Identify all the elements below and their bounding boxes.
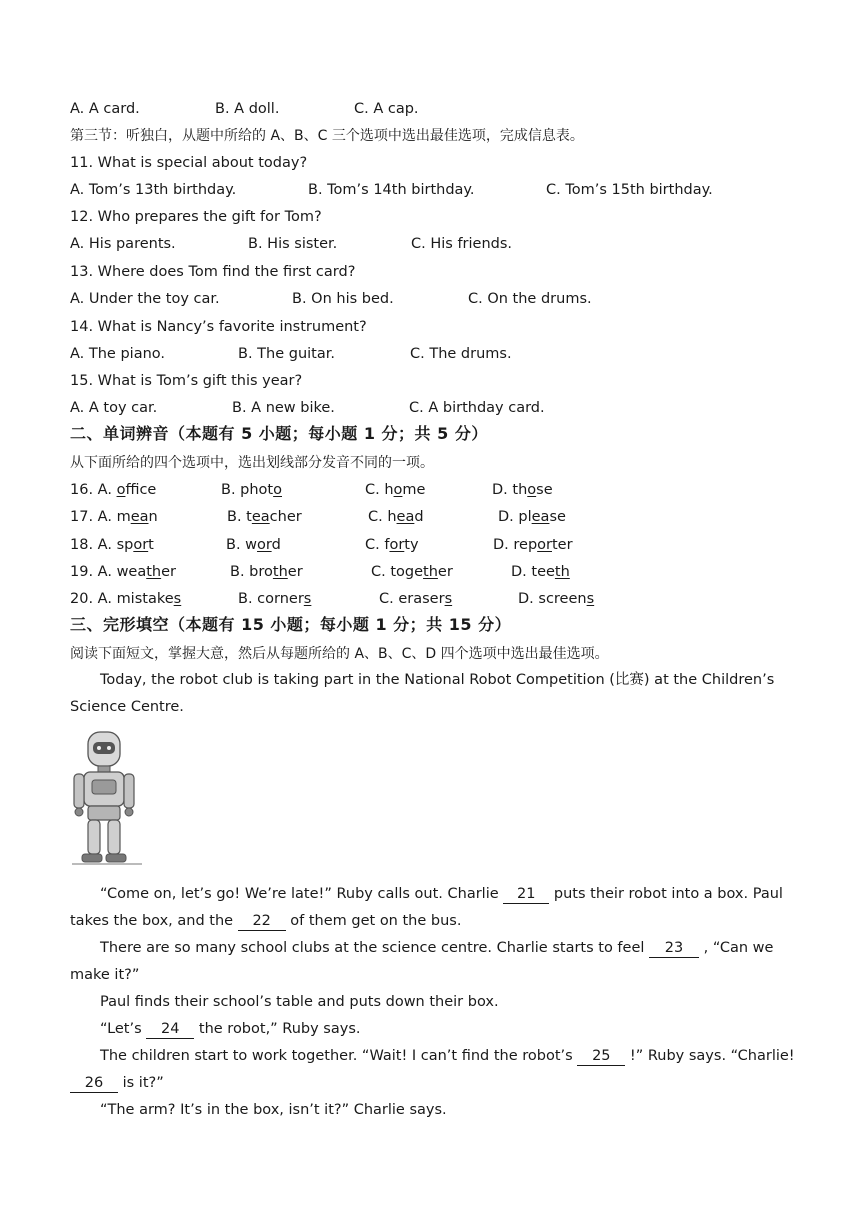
underlined-letters: or [389, 537, 405, 553]
q17-option-d: D. please [498, 509, 566, 525]
intro-text: Today, the robot club is taking part in the National Robot Competition (比赛) at the Children’s Science Centre. [70, 672, 775, 715]
section3-instruction: 第三节：听独白，从题中所给的 A、B、C 三个选项中选出最佳选项，完成信息表。 [70, 128, 584, 144]
passage-paragraph-5: The children start to work together. “Wait! I can’t find the robot’s 25 !” Ruby says. “Charlie! 26 is it?” [70, 1043, 800, 1097]
q16-option-c: C. home [365, 482, 426, 498]
part3-title: 三、完形填空（本题有 15 小题；每小题 1 分；共 15 分） [70, 615, 512, 634]
passage-paragraph-1: “Come on, let’s go! We’re late!” Ruby calls out. Charlie 21 puts their robot into a box. Paul takes the box, and the 22 of them get on the bus. [70, 886, 783, 929]
underlined-letters: or [133, 537, 149, 553]
q15-option-c: C. A birthday card. [409, 400, 545, 416]
blank-25[interactable]: 25 [577, 1047, 625, 1066]
q11-option-c: C. Tom’s 15th birthday. [546, 182, 713, 198]
question-15: 15. What is Tom’s gift this year? [70, 373, 303, 389]
underlined-letters: s [173, 591, 182, 607]
q20-option-d: D. screens [518, 591, 595, 607]
q10-option-a: A. A card. [70, 101, 140, 117]
q12-option-b: B. His sister. [248, 236, 338, 252]
question-number: 18. A. [70, 537, 117, 553]
q10-option-c: C. A cap. [354, 101, 419, 117]
underlined-letters: o [393, 482, 403, 498]
q19-option-a: 19. A. weather [70, 564, 177, 580]
q11-option-a: A. Tom’s 13th birthday. [70, 182, 237, 198]
q15-option-b: B. A new bike. [232, 400, 335, 416]
passage-paragraph-2: There are so many school clubs at the science centre. Charlie starts to feel 23 , “Can we make it?” [70, 940, 774, 983]
blank-21[interactable]: 21 [503, 885, 549, 904]
q14-option-a: A. The piano. [70, 346, 165, 362]
blank-22[interactable]: 22 [238, 912, 286, 931]
passage-intro [70, 667, 800, 721]
q17-option-c: C. head [368, 509, 424, 525]
part2-instruction: 从下面所给的四个选项中，选出划线部分发音不同的一项。 [70, 455, 434, 471]
q18-option-c: C. forty [365, 537, 419, 553]
q12-option-a: A. His parents. [70, 236, 176, 252]
part3-instruction: 阅读下面短文，掌握大意，然后从每题所给的 A、B、C、D 四个选项中选出最佳选项。 [70, 646, 609, 662]
q16-option-b: B. photo [221, 482, 282, 498]
q18-option-d: D. reporter [493, 537, 573, 553]
q13-option-a: A. Under the toy car. [70, 291, 220, 307]
underlined-letters: ea [130, 509, 149, 525]
question-14: 14. What is Nancy’s favorite instrument? [70, 319, 367, 335]
underlined-letters: s [444, 591, 453, 607]
underlined-letters: o [273, 482, 282, 498]
q20-option-b: B. corners [238, 591, 312, 607]
question-number: 19. A. [70, 564, 117, 580]
question-12: 12. Who prepares the gift for Tom? [70, 209, 322, 225]
q19-option-d: D. teeth [511, 564, 570, 580]
q16-option-d: D. those [492, 482, 553, 498]
question-number: 20. A. [70, 591, 117, 607]
q20-option-c: C. erasers [379, 591, 453, 607]
underlined-letters: ea [531, 509, 550, 525]
passage-paragraph-3: Paul finds their school’s table and puts down their box. [100, 994, 499, 1010]
q17-option-b: B. teacher [227, 509, 302, 525]
underlined-letters: th [146, 564, 162, 580]
underlined-letters: ea [251, 509, 270, 525]
blank-26[interactable]: 26 [70, 1074, 118, 1093]
question-11: 11. What is special about today? [70, 155, 308, 171]
q14-option-b: B. The guitar. [238, 346, 335, 362]
passage-paragraph-6: “The arm? It’s in the box, isn’t it?” Charlie says. [100, 1102, 447, 1118]
underlined-letters: or [257, 537, 272, 553]
blank-24[interactable]: 24 [146, 1020, 194, 1039]
blank-23[interactable]: 23 [649, 939, 699, 958]
question-13: 13. Where does Tom find the first card? [70, 264, 356, 280]
underlined-letters: th [272, 564, 288, 580]
q12-option-c: C. His friends. [411, 236, 513, 252]
q19-option-c: C. together [371, 564, 453, 580]
q14-option-c: C. The drums. [410, 346, 512, 362]
q16-option-a: 16. A. office [70, 482, 157, 498]
q10-option-b: B. A doll. [215, 101, 280, 117]
question-number: 17. A. [70, 509, 117, 525]
q18-option-b: B. word [226, 537, 281, 553]
robot-illustration [70, 728, 150, 868]
q11-option-b: B. Tom’s 14th birthday. [308, 182, 475, 198]
q13-option-c: C. On the drums. [468, 291, 592, 307]
part2-title: 二、单词辨音（本题有 5 小题；每小题 1 分；共 5 分） [70, 424, 488, 443]
underlined-letters: s [586, 591, 595, 607]
underlined-letters: or [537, 537, 552, 553]
underlined-letters: o [116, 482, 126, 498]
q13-option-b: B. On his bed. [292, 291, 394, 307]
q17-option-a: 17. A. mean [70, 509, 158, 525]
underlined-letters: ea [396, 509, 415, 525]
underlined-letters: s [303, 591, 312, 607]
underlined-letters: th [423, 564, 438, 580]
passage-paragraph-4: “Let’s 24 the robot,” Ruby says. [100, 1021, 361, 1037]
q19-option-b: B. brother [230, 564, 303, 580]
question-number: 16. A. [70, 482, 117, 498]
q15-option-a: A. A toy car. [70, 400, 158, 416]
underlined-letters: o [527, 482, 537, 498]
q18-option-a: 18. A. sport [70, 537, 154, 553]
underlined-letters: th [554, 564, 570, 580]
q20-option-a: 20. A. mistakes [70, 591, 182, 607]
